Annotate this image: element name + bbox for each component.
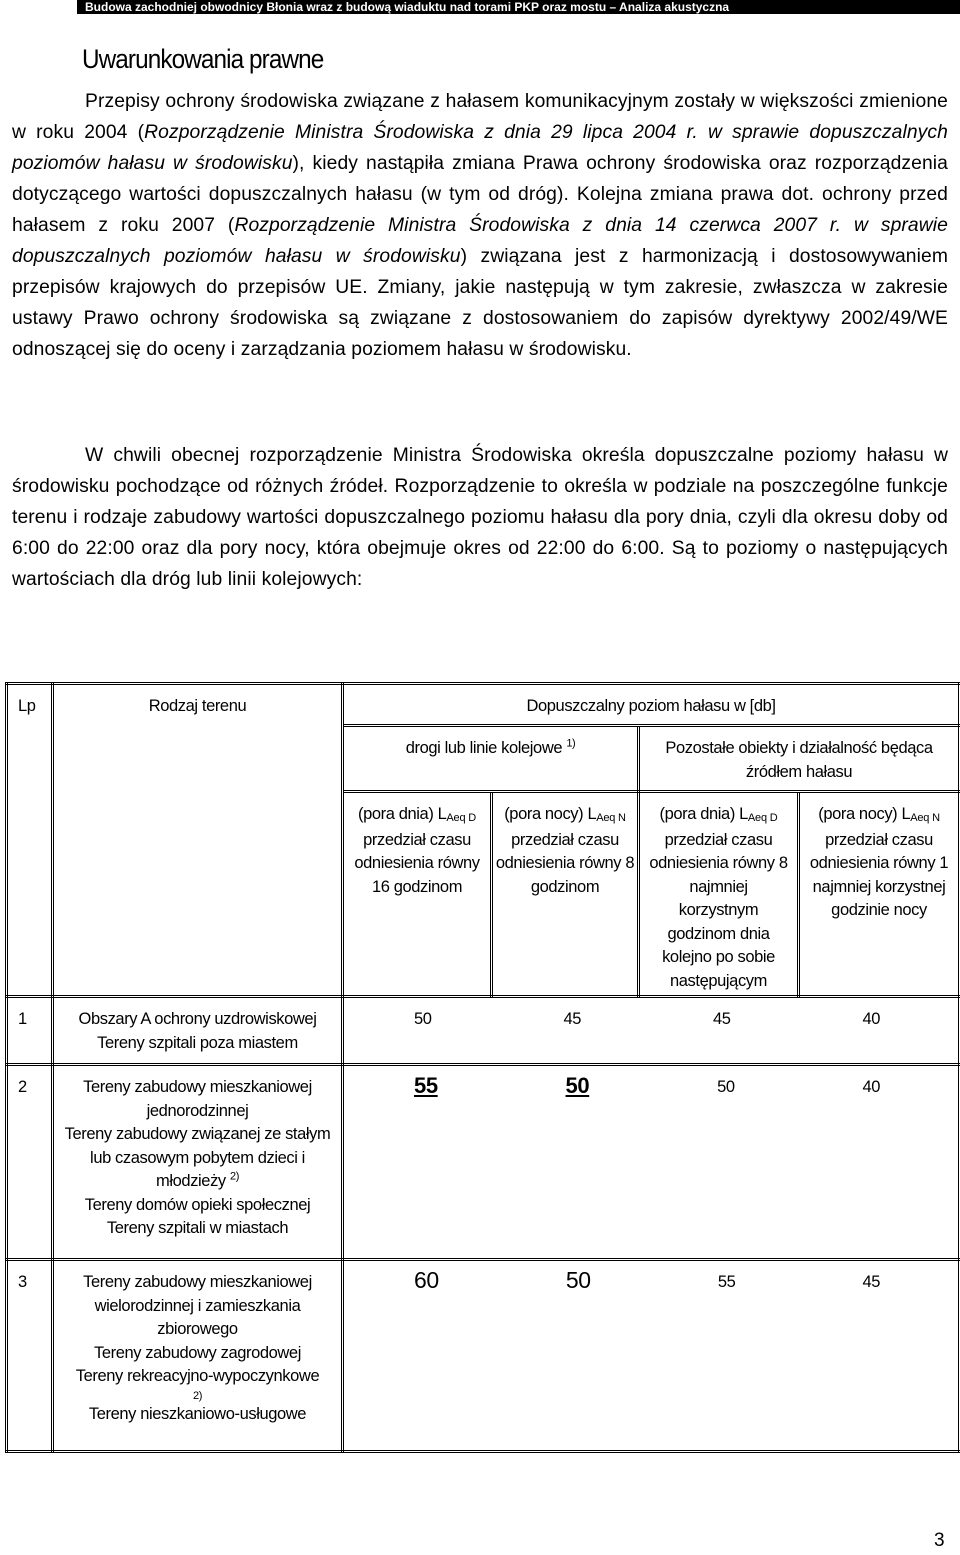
value-roads-day: 60 [414, 1267, 439, 1293]
area-type: Tereny rekreacyjno-wypoczynkowe [75, 1367, 320, 1385]
row-lp: 1 [7, 997, 53, 1065]
paragraph-legal-changes [12, 86, 948, 365]
regulation-2004-title: Rozporządzenie Ministra Środowiska z dnia 29 lipca 2004 r. w sprawie dopuszczalnych poziomów hałasu w środowisku [12, 122, 948, 174]
value-other-night: 45 [862, 1273, 881, 1291]
header-permissible-level: Dopuszczalny poziom hałasu w [db] [343, 684, 960, 726]
value-other-day: 45 [712, 1010, 731, 1028]
row-area-types [53, 1260, 343, 1452]
value-other-night: 40 [862, 1078, 881, 1096]
header-roads-day [343, 792, 492, 997]
table-row [7, 1260, 960, 1452]
header-roads-night [492, 792, 639, 997]
roads-day-subscript: Aeq D [446, 812, 476, 824]
value-roads-day: 50 [414, 1010, 432, 1028]
roads-day-reference: przedział czasu odniesienia równy 16 godzinom [354, 830, 480, 896]
other-night-subscript: Aeq N [910, 812, 940, 824]
table-row [7, 997, 960, 1065]
header-lp: Lp [7, 684, 53, 997]
paragraph1-text-1: Przepisy ochrony środowiska związane z hałasem komunikacyjnym zostały w większości zmienione w roku 2004 ( [12, 91, 948, 143]
value-other-day: 50 [717, 1078, 735, 1096]
area-type-text: Tereny zabudowy związanej ze stałym lub czasowym pobytem dzieci i młodzieży [64, 1125, 331, 1190]
other-day-reference: przedział czasu odniesienia równy 8 najmniej korzystnym godzinom dnia kolejno po sobie następującym [649, 830, 788, 990]
roads-day-prefix: (pora dnia) L [358, 805, 447, 823]
area-type: Tereny szpitali poza miastem [97, 1033, 298, 1052]
page-number: 3 [934, 1530, 945, 1551]
row-values [343, 1260, 960, 1452]
value-other-day: 55 [717, 1273, 736, 1291]
area-type: Tereny domów opieki społecznej [84, 1195, 311, 1214]
value-other-night: 40 [862, 1010, 881, 1028]
footnote-2-marker: 2) [229, 1170, 239, 1183]
running-header: Budowa zachodniej obwodnicy Błonia wraz z budową wiaduktu nad torami PKP oraz mostu – Analiza akustyczna [77, 0, 960, 14]
row-values [343, 997, 960, 1065]
other-night-reference: przedział czasu odniesienia równy 1 najmniej korzystnej godzinie nocy [809, 830, 949, 919]
other-day-subscript: Aeq D [747, 812, 778, 824]
area-type [58, 1123, 337, 1194]
regulation-2007-title: Rozporządzenie Ministra Środowiska z dnia 14 czerwca 2007 r. w sprawie dopuszczalnych poziomów hałasu w środowisku [12, 215, 948, 267]
area-type: Tereny zabudowy mieszkaniowej jednorodzinnej [83, 1078, 312, 1120]
row-area-types [53, 1065, 343, 1260]
other-day-prefix: (pora dnia) L [659, 805, 748, 823]
footnote-1-marker: 1) [566, 737, 576, 750]
noise-limits-table [5, 682, 960, 1453]
row-values [343, 1065, 960, 1260]
area-type: Tereny zabudowy zagrodowej [94, 1343, 301, 1362]
value-roads-night: 50 [565, 1073, 590, 1098]
table-row [7, 1065, 960, 1260]
header-other-day [639, 792, 799, 997]
roads-night-subscript: Aeq N [596, 812, 626, 824]
area-type: Tereny szpitali w miastach [106, 1219, 289, 1237]
section-title: Uwarunkowania prawne [82, 44, 324, 74]
paragraph-current-regulation: W chwili obecnej rozporządzenie Ministra Środowiska określa dopuszczalne poziomy hałasu w środowisku pochodzące od różnych źródeł. Rozporządzenie to określa w podziale na poszczególne funkcje terenu i rodzaje zabudowy wartości dopuszczalnego poziomu hałasu dla pory dnia, czyli dla okresu doby od 6:00 do 22:00 oraz dla pory nocy, która obejmuje okres od 22:00 do 6:00. Są to poziomy o następujących wartościach dla dróg lub linii kolejowych: [12, 445, 948, 590]
footnote-2-marker: 2) [193, 1389, 202, 1402]
row-area-types [53, 997, 343, 1065]
value-roads-night: 50 [565, 1267, 591, 1293]
other-night-prefix: (pora nocy) L [818, 805, 911, 823]
paragraph1-text-3: ) związana jest z harmonizacją i dostosowywaniem przepisów krajowych do przepisów UE. Zmiany, jakie następują w tym zakresie, zwłaszcza w zakresie ustawy Prawo ochrony środowiska są związane z dostosowaniem do zapisów dyrektywy 2002/49/WE odnoszącej się do oceny i zarządzania poziomem hałasu w środowisku. [12, 246, 948, 360]
header-other-night [799, 792, 960, 997]
header-roads-railways [343, 726, 639, 792]
area-type: Tereny nieszkaniowo-usługowe [88, 1404, 307, 1423]
value-roads-day: 55 [414, 1073, 438, 1098]
value-roads-night: 45 [563, 1010, 582, 1028]
roads-night-prefix: (pora nocy) L [504, 805, 597, 823]
area-type: Obszary A ochrony uzdrowiskowej [78, 1010, 317, 1028]
header-area-type: Rodzaj terenu [53, 684, 343, 997]
header-other-sources: Pozostałe obiekty i działalność będąca źródłem hałasu [639, 726, 960, 792]
area-type: Tereny zabudowy mieszkaniowej wielorodzinnej i zamieszkania zbiorowego [83, 1273, 312, 1338]
roads-night-reference: przedział czasu odniesienia równy 8 godzinom [495, 830, 635, 896]
row-lp: 3 [7, 1260, 53, 1452]
roads-railways-label: drogi lub linie kolejowe [405, 739, 563, 757]
row-lp: 2 [7, 1065, 53, 1260]
paragraph1-text-2: ), kiedy nastąpiła zmiana Prawa ochrony środowiska oraz rozporządzenia dotyczącego wartości dopuszczalnych hałasu (w tym od dróg). Kolejna zmiana prawa dot. ochrony przed hałasem z roku 2007 ( [12, 153, 948, 236]
